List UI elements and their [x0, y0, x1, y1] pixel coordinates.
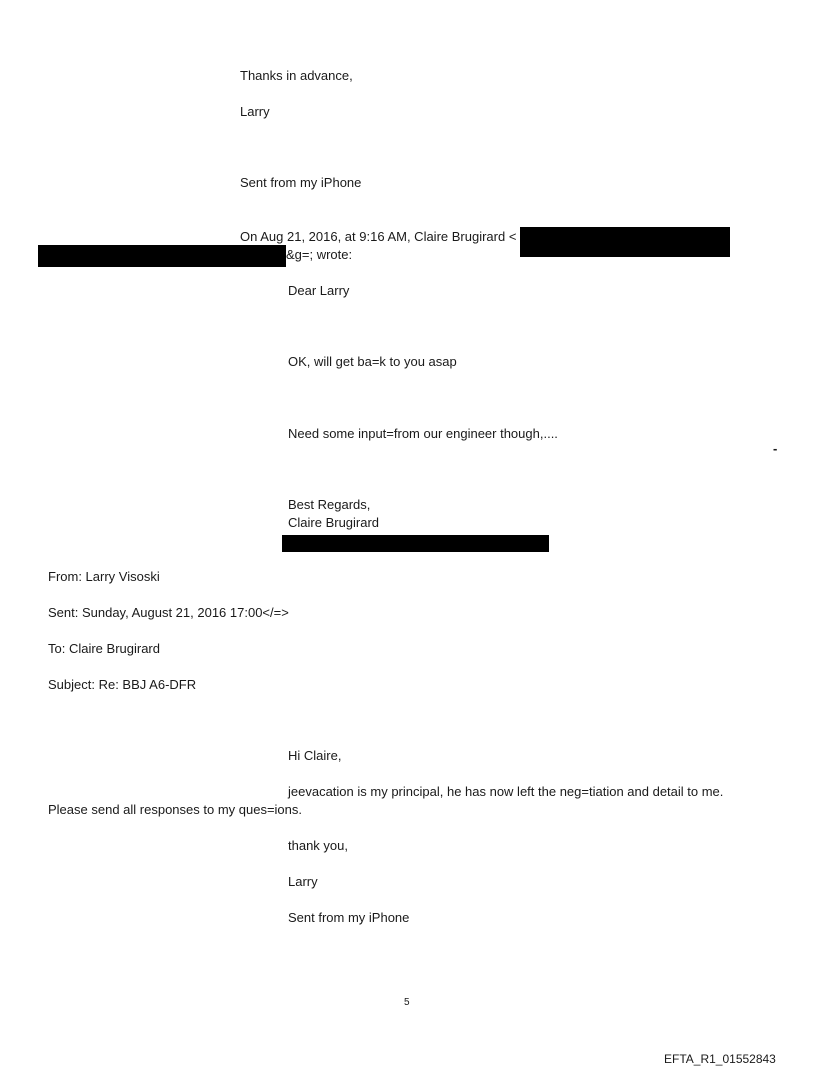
- original-greeting: Hi Claire,: [288, 748, 342, 763]
- header-to: To: Claire Brugirard: [48, 641, 160, 656]
- header-from: From: Larry Visoski: [48, 569, 160, 584]
- quoted-greeting: Dear Larry: [288, 283, 350, 298]
- page-number: 5: [404, 997, 410, 1008]
- original-body-line-2: Please send all responses to my ques=ions.: [48, 802, 303, 817]
- reply-name: Larry: [240, 104, 270, 119]
- original-name: Larry: [288, 874, 318, 889]
- original-thanks: thank you,: [288, 838, 348, 853]
- quoted-header-line1: On Aug 21, 2016, at 9:16 AM, Claire Brugirard <: [240, 229, 517, 244]
- quoted-sender-name: Claire Brugirard: [288, 515, 380, 530]
- quoted-line-2: Need some input=from our engineer though,....: [288, 426, 558, 441]
- reply-signature: Sent from my iPhone: [240, 175, 362, 190]
- header-sent: Sent: Sunday, August 21, 2016 17:00</=>: [48, 605, 289, 620]
- original-body-line-1: jeevacation is my principal, he has now left the neg=tiation and detail to me.: [288, 784, 724, 799]
- quoted-signoff: Best Regards,: [288, 497, 371, 512]
- redaction-bar-email: [520, 227, 730, 257]
- header-subject: Subject: Re: BBJ A6-DFR: [48, 677, 197, 692]
- redaction-bar-email-continued: [38, 245, 286, 267]
- stray-mark: -: [773, 441, 778, 456]
- original-signature: Sent from my iPhone: [288, 910, 410, 925]
- redaction-bar-signature: [282, 535, 549, 552]
- reply-closing: Thanks in advance,: [240, 68, 353, 83]
- document-id: EFTA_R1_01552843: [664, 1052, 776, 1066]
- quoted-header-line2: &g=; wrote:: [286, 247, 353, 262]
- quoted-line-1: OK, will get ba=k to you asap: [288, 354, 457, 369]
